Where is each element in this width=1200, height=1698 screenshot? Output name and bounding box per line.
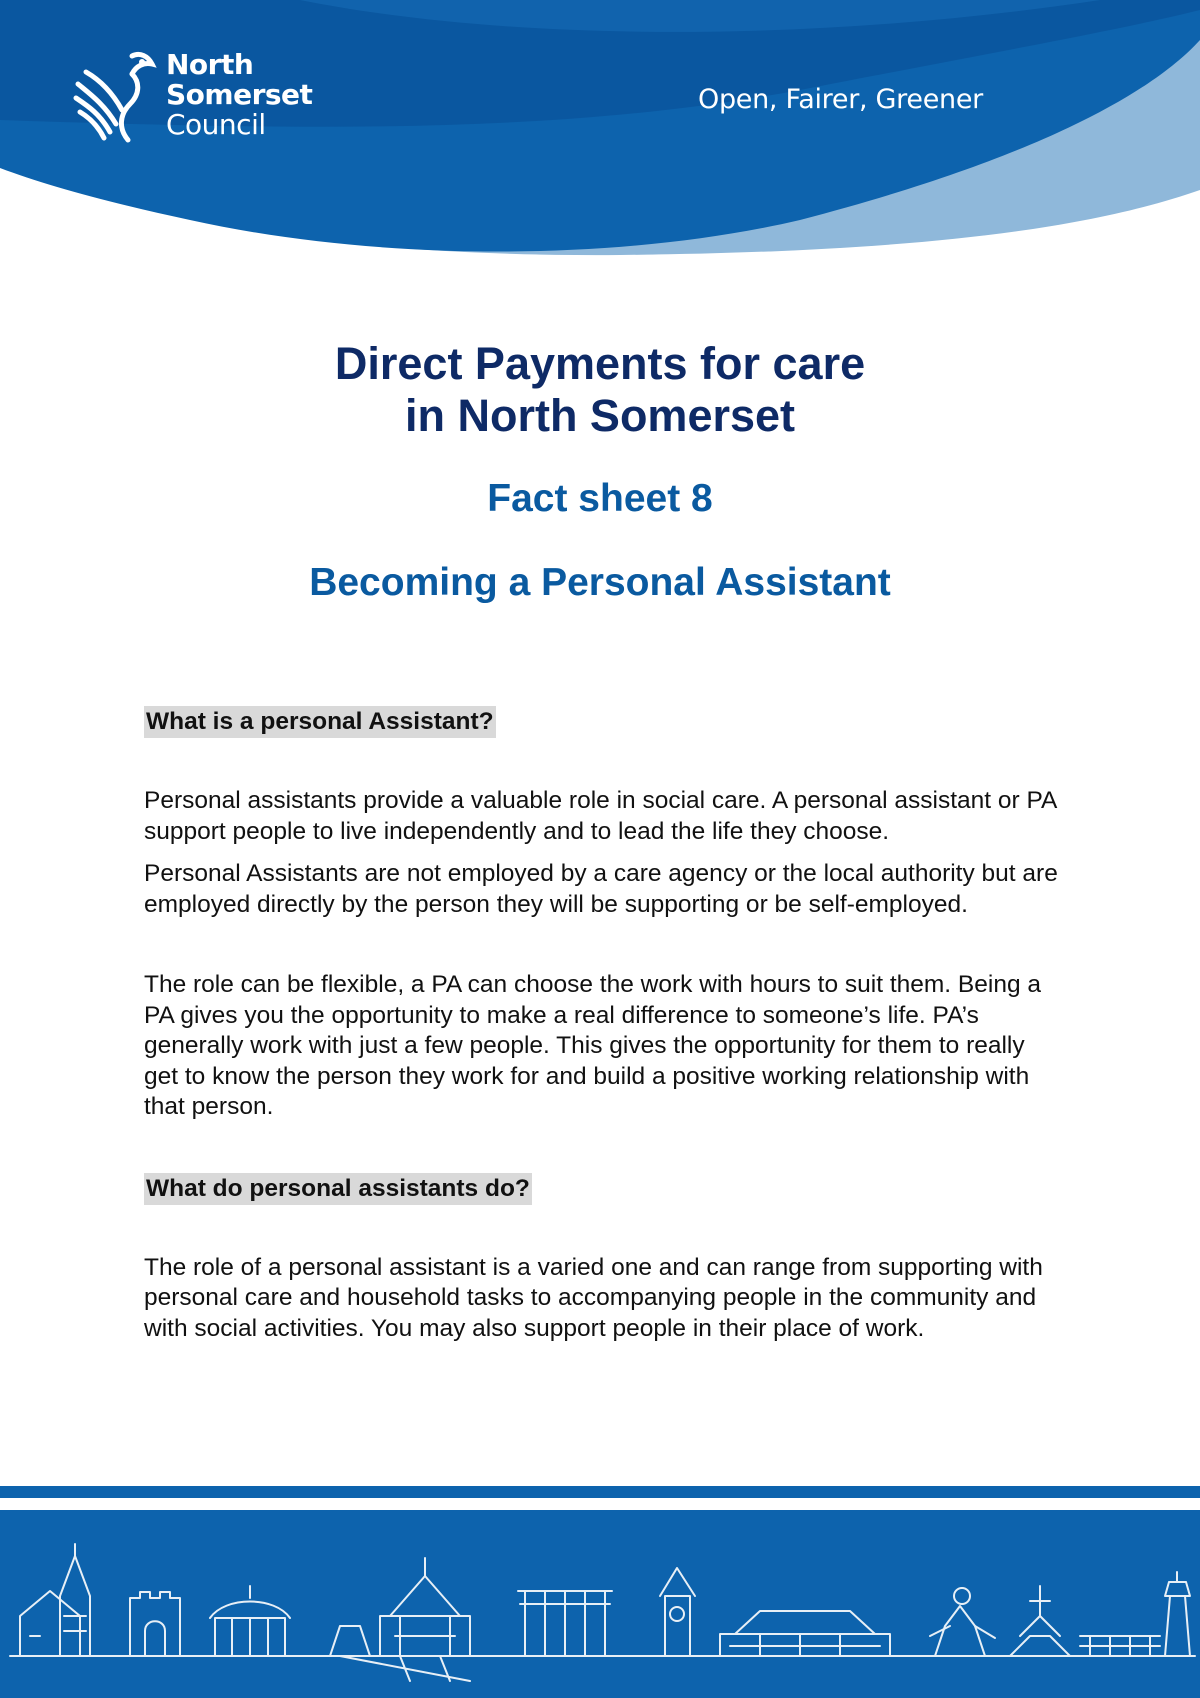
logo-line-council: Council <box>166 108 266 141</box>
title-block <box>0 338 1200 606</box>
logo-line-north: North <box>166 48 254 81</box>
section-heading-what-is-pa: What is a personal Assistant? <box>144 706 496 738</box>
council-logo <box>70 44 330 144</box>
paragraph: The role of a personal assistant is a varied one and can range from supporting with personal care and household tasks to accompanying people in the community and with social activities. You may also support people in their place of work. <box>144 1253 1043 1342</box>
section-heading-what-do-pas-do: What do personal assistants do? <box>144 1173 532 1205</box>
title-line-1: Direct Payments for care <box>334 338 866 389</box>
footer-banner <box>0 1486 1200 1698</box>
paragraph: The role can be flexible, a PA can choose the work with hours to suit them. Being a PA gives you the opportunity to make a real difference to someone’s life. PA’s generally work with just a few people. This gives the opportunity for them to really get to know the person they work for and build a positive working relationship with that person. <box>144 971 1042 1120</box>
skyline-illustration <box>0 1486 1200 1698</box>
logo-line-somerset: Somerset <box>166 78 313 111</box>
paragraph: Personal assistants provide a valuable role in social care. A personal assistant or PA support people to live independently and to lead the life they choose. <box>144 787 1056 845</box>
fact-sheet-number: Fact sheet 8 <box>487 477 713 520</box>
document-body <box>144 706 1064 1344</box>
tagline: Open, Fairer, Greener <box>698 84 983 115</box>
logo-wordmark <box>166 50 312 140</box>
title-line-2: in North Somerset <box>404 390 796 441</box>
paragraph: Personal Assistants are not employed by a care agency or the local authority but are employed directly by the person they will be supporting or be self-employed. <box>144 860 1058 918</box>
wyvern-emblem-icon <box>70 44 162 144</box>
fact-sheet-topic: Becoming a Personal Assistant <box>309 561 891 604</box>
header-banner <box>0 0 1200 260</box>
document-title <box>0 338 1200 442</box>
